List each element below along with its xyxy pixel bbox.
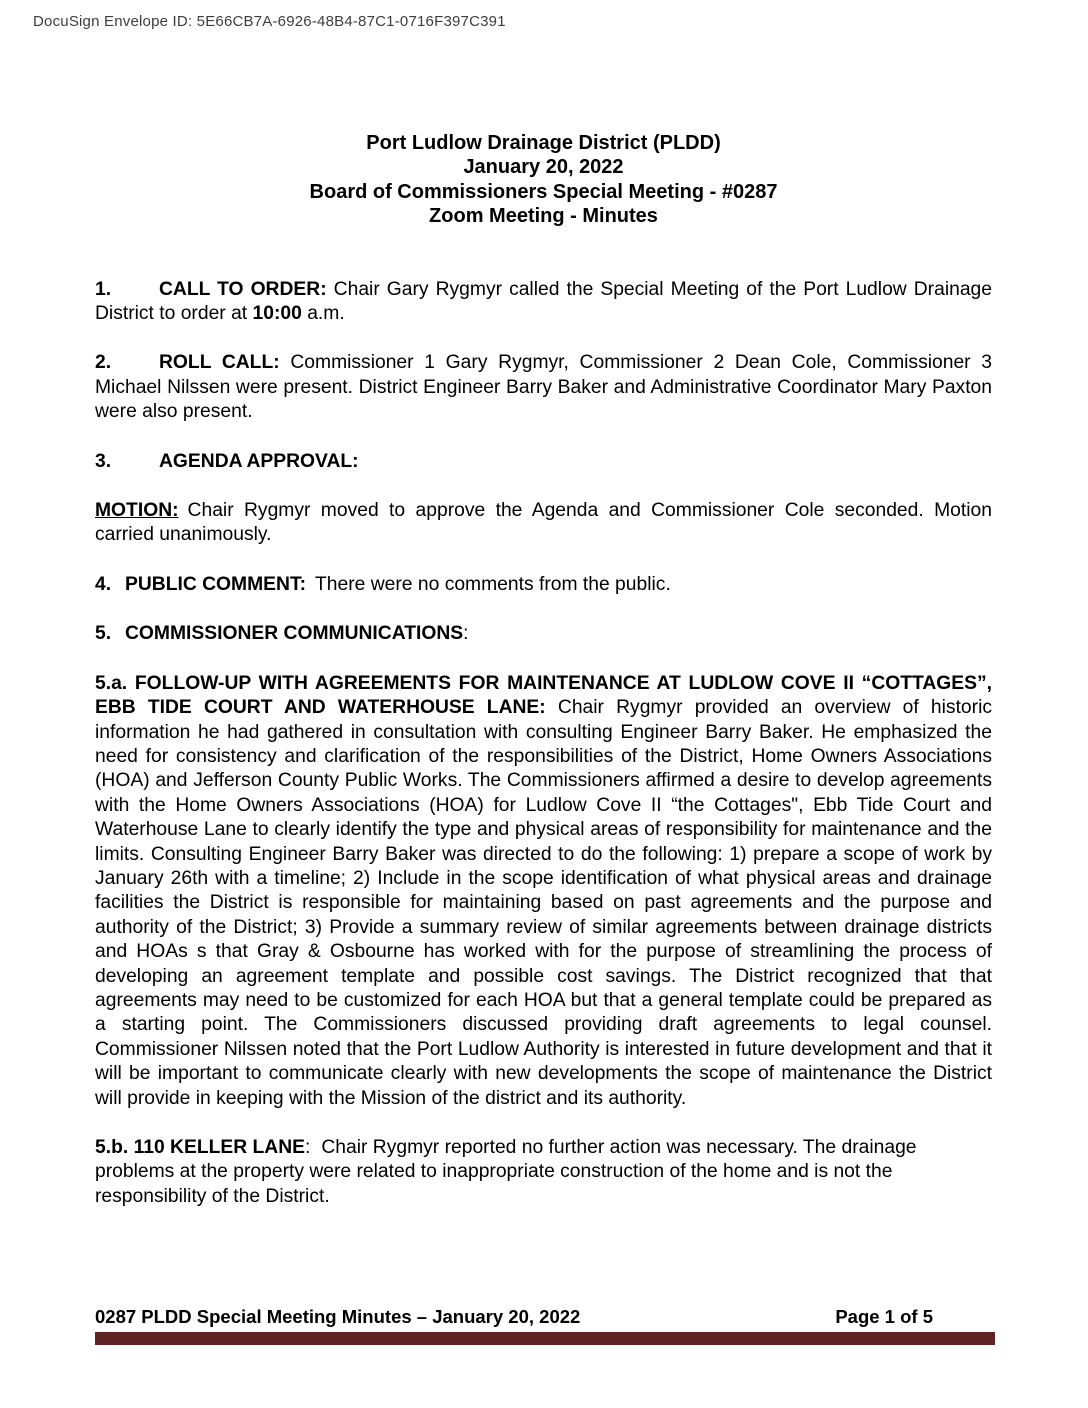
section-heading: PUBLIC COMMENT: <box>125 573 307 595</box>
section-number: 1. <box>95 278 112 300</box>
footer-rule <box>95 1332 995 1345</box>
page-footer <box>95 1306 995 1345</box>
document-title: Port Ludlow Drainage District (PLDD) <box>366 132 721 154</box>
section-number: 2. <box>95 352 112 374</box>
section-public-comment <box>95 573 992 597</box>
footer-page-number: Page 1 of 5 <box>835 1306 933 1327</box>
section-number: 4. <box>95 573 112 595</box>
section-heading-colon: : <box>463 623 469 645</box>
motion-body: Chair Rygmyr moved to approve the Agenda and Commissioner Cole seconded. Motion carried unanimously. <box>95 500 992 546</box>
section-call-to-order <box>95 278 992 327</box>
section-heading: CALL TO ORDER: <box>159 278 327 300</box>
motion-label: MOTION: <box>95 500 179 522</box>
item-number: 5.b. <box>95 1137 129 1158</box>
item-heading: FOLLOW-UP WITH AGREEMENTS FOR MAINTENANCE AT LUDLOW COVE II “COTTAGES”, EBB TIDE COURT AND WATERHOUSE LANE: <box>95 672 993 719</box>
item-body: Chair Rygmyr reported no further action was necessary. The drainage problems at the property were related to inappropriate construction of the home and is not the responsibility of the District. <box>95 1137 917 1207</box>
footer-document-title: 0287 PLDD Special Meeting Minutes – January 20, 2022 <box>95 1306 581 1327</box>
item-5b-paragraph <box>95 1136 992 1209</box>
item-heading: 110 KELLER LANE <box>133 1137 306 1158</box>
section-body: Commissioner 1 Gary Rygmyr, Commissioner 2 Dean Cole, Commissioner 3 Michael Nilssen were present. District Engineer Barry Baker and Administrative Coordinator Mary Paxton were also present. <box>95 352 993 423</box>
section-heading: ROLL CALL: <box>159 352 280 374</box>
section-agenda-approval <box>95 450 992 474</box>
section-body: There were no comments from the public. <box>315 573 671 595</box>
section-commissioner-communications <box>95 622 992 646</box>
item-heading-colon: : <box>305 1137 311 1158</box>
section-heading: COMMISSIONER COMMUNICATIONS <box>125 623 464 645</box>
meeting-format: Zoom Meeting - Minutes <box>429 205 658 228</box>
section-heading: AGENDA APPROVAL: <box>159 450 359 472</box>
motion-paragraph <box>95 499 992 548</box>
footer-text-row <box>95 1306 995 1328</box>
section-body: Chair Gary Rygmyr called the Special Meeting of the Port Ludlow Drainage District to order at <box>95 278 992 325</box>
item-number: 5.a. <box>95 672 128 694</box>
meeting-name: Board of Commissioners Special Meeting - #0287 <box>309 180 778 203</box>
section-roll-call <box>95 351 992 424</box>
meeting-time: 10:00 <box>252 303 302 325</box>
section-number: 3. <box>95 450 112 472</box>
docusign-envelope-id: DocuSign Envelope ID: 5E66CB7A-6926-48B4-87C1-0716F397C391 <box>33 13 506 30</box>
title-block <box>95 131 992 229</box>
section-number: 5. <box>95 623 112 645</box>
item-body: Chair Rygmyr provided an overview of historic information he had gathered in consultation with consulting Engineer Barry Baker. He emphasized the need for consistency and clarification of the responsibilities of the District, Home Owners Associations (HOA) and Jefferson County Public Works. The Commissioners affirmed a desire to develop agreements with the Home Owners Associations (HOA) for Ludlow Cove II “the Cottages", Ebb Tide Court and Waterhouse Lane to clearly identify the type and physical areas of responsibility for maintenance and the limits. Consulting Engineer Barry Baker was directed to do the following: 1) prepare a scope of work by January 26th with a timeline; 2) Include in the scope identification of what physical areas and drainage facilities the District is responsible for maintaining based on past agreements and the purpose and authority of the District; 3) Provide a summary review of similar agreements between drainage districts and HOAs s that Gray & Osbourne has worked with for the purpose of streamlining the process of developing an agreement template and possible cost savings. The District recognized that that agreements may need to be customized for each HOA but that a general template could be prepared as a starting point. The Commissioners discussed providing draft agreements to legal counsel. Commissioner Nilssen noted that the Port Ludlow Authority is interested in future development and that it will be important to communicate clearly with new developments the scope of maintenance the District will provide in keeping with the Mission of the district and its authority. <box>95 697 992 1109</box>
item-5a-paragraph <box>95 672 992 1111</box>
section-body: a.m. <box>301 303 345 325</box>
document-date: January 20, 2022 <box>463 156 624 179</box>
